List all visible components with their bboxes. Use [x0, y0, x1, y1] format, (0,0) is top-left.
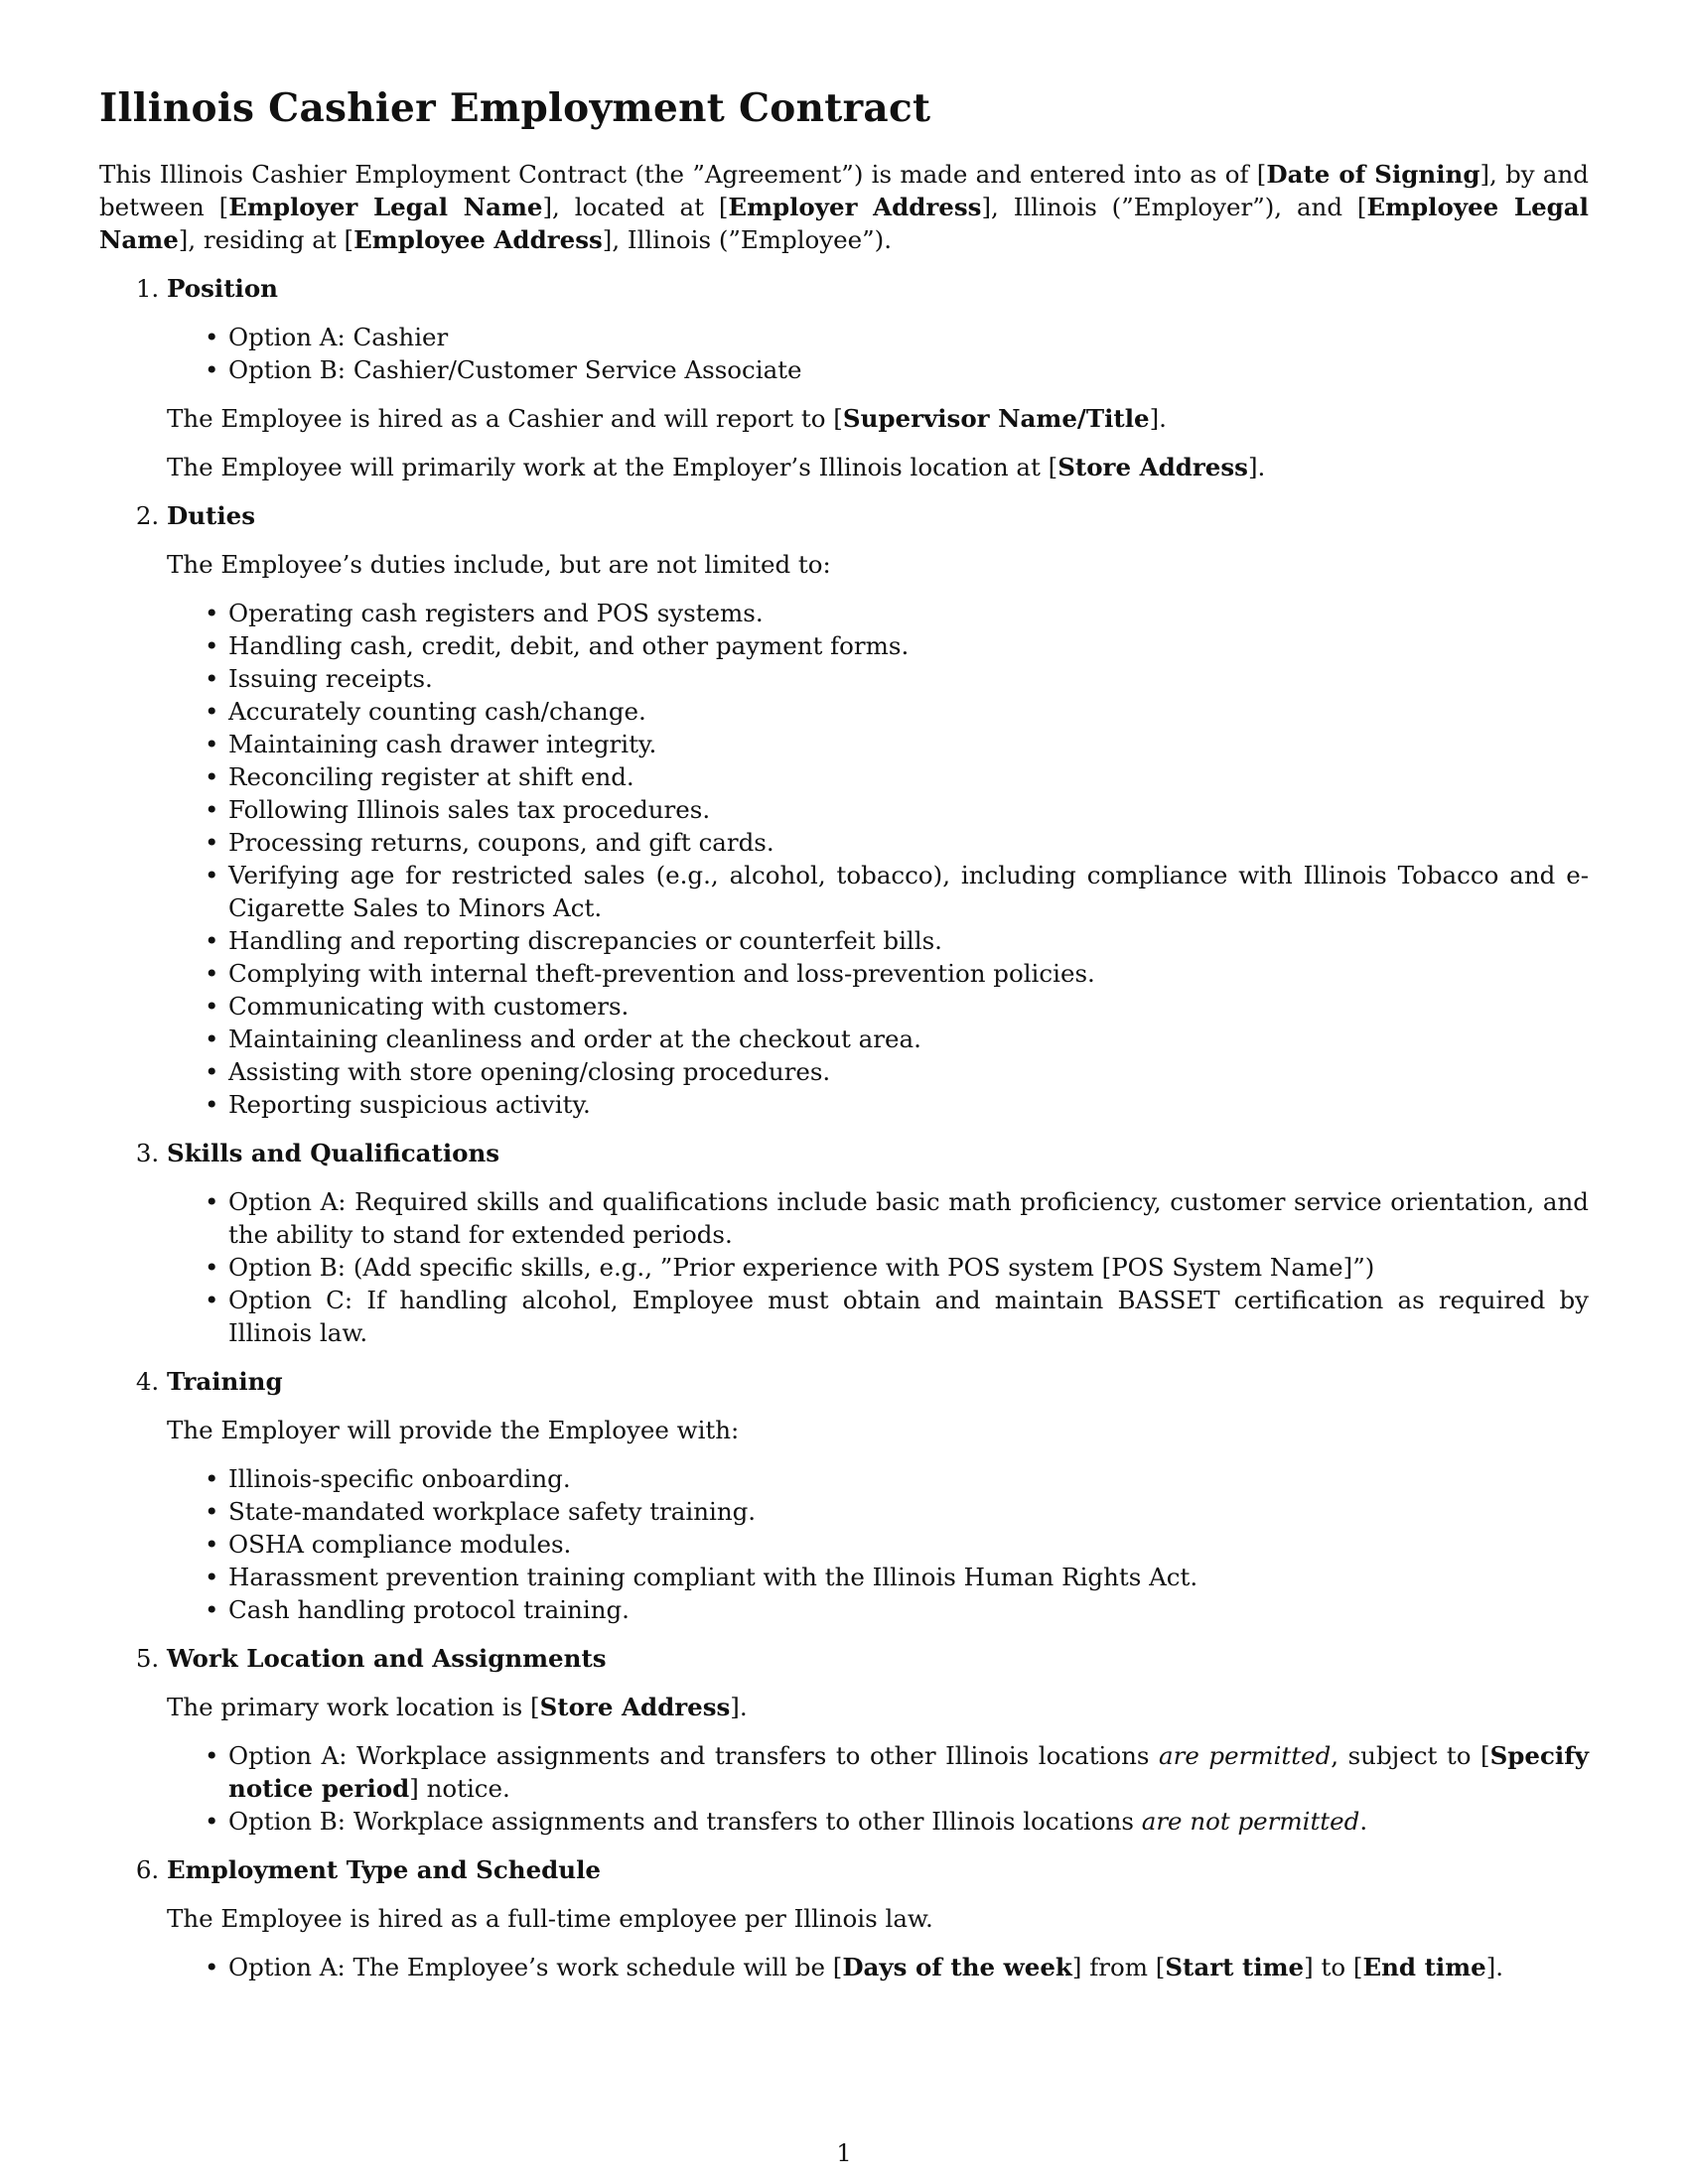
list-item: • Verifying age for restricted sales (e.g., alcohol, tobacco), including compliance with Illinois Tobacco and e-Cigarette Sales to Minors Act. [228, 859, 1589, 924]
list-item: • Issuing receipts. [228, 662, 1589, 695]
list-item: • Harassment prevention training compliant with the Illinois Human Rights Act. [228, 1561, 1589, 1593]
list-item [228, 1805, 1589, 1838]
document-title: Illinois Cashier Employment Contract [99, 85, 931, 131]
placeholder-employer-legal-name: Employer Legal Name [228, 192, 543, 221]
paragraph-text: ]. [730, 1692, 748, 1721]
option-text: . [1359, 1806, 1368, 1836]
schedule-options [167, 1951, 1589, 1983]
list-item: • Accurately counting cash/change. [228, 695, 1589, 728]
list-item: • Processing returns, coupons, and gift cards. [228, 826, 1589, 859]
section-title: 2. Duties [167, 500, 256, 530]
placeholder-store-address: Store Address [1057, 452, 1248, 481]
list-item: • Cash handling protocol training. [228, 1593, 1589, 1626]
section-title: 4. Training [167, 1366, 283, 1396]
paragraph-text: The Employee is hired as a Cashier and will report to [ [167, 403, 843, 433]
option-text: Option A: Workplace assignments and transfers to other Illinois locations [228, 1740, 1160, 1770]
section-title: 5. Work Location and Assignments [167, 1643, 607, 1673]
section-work-location [167, 1642, 1589, 1838]
list-item [228, 1739, 1589, 1805]
option-text: Option A: The Employee’s work schedule will be [ [228, 1952, 843, 1981]
list-item: • Communicating with customers. [228, 990, 1589, 1023]
list-item: • Maintaining cash drawer integrity. [228, 728, 1589, 760]
list-item: • Option B: (Add specific skills, e.g., ”Prior experience with POS system [POS System Name]”) [228, 1251, 1589, 1284]
option-emphasis: are permitted [1159, 1740, 1332, 1770]
list-item: • Assisting with store opening/closing procedures. [228, 1055, 1589, 1088]
option-text: ] from [ [1071, 1952, 1166, 1981]
list-item: • Illinois-specific onboarding. [228, 1462, 1589, 1495]
position-supervisor-paragraph [167, 402, 1589, 435]
placeholder-employee-address: Employee Address [353, 224, 603, 254]
duties-intro: The Employee’s duties include, but are not limited to: [167, 549, 831, 579]
position-options [167, 321, 1589, 386]
intro-paragraph [99, 158, 1589, 256]
list-item: • Handling cash, credit, debit, and other payment forms. [228, 629, 1589, 662]
page-number: 1 [836, 2139, 852, 2167]
intro-text: This Illinois Cashier Employment Contract (the ”Agreement”) is made and entered into as of [ [99, 159, 1267, 189]
paragraph-text: The primary work location is [ [167, 1692, 540, 1721]
section-training [167, 1365, 1589, 1626]
list-item: • Handling and reporting discrepancies or counterfeit bills. [228, 924, 1589, 957]
placeholder-employee-legal-name: Employee Legal Name [99, 192, 1589, 254]
placeholder-end-time: End time [1362, 1952, 1486, 1981]
skills-list [167, 1185, 1589, 1349]
option-text: , subject to [ [1331, 1740, 1490, 1770]
option-text: ]. [1485, 1952, 1504, 1981]
placeholder-start-time: Start time [1165, 1952, 1305, 1981]
section-title: 6. Employment Type and Schedule [167, 1854, 602, 1884]
intro-text: ], residing at [ [178, 224, 354, 254]
list-item: • Maintaining cleanliness and order at the checkout area. [228, 1023, 1589, 1055]
list-item: • Reporting suspicious activity. [228, 1088, 1589, 1121]
section-duties [167, 499, 1589, 1121]
paragraph-text: ]. [1247, 452, 1266, 481]
list-item: • Option A: Cashier [228, 321, 1589, 353]
list-item [228, 1951, 1589, 1983]
placeholder-employer-address: Employer Address [728, 192, 982, 221]
location-options [167, 1739, 1589, 1838]
option-text: Option B: Workplace assignments and transfers to other Illinois locations [228, 1806, 1142, 1836]
option-text: ] to [ [1304, 1952, 1363, 1981]
list-item: • State-mandated workplace safety training. [228, 1495, 1589, 1528]
section-position [167, 272, 1589, 483]
schedule-paragraph: The Employee is hired as a full-time employee per Illinois law. [167, 1903, 933, 1933]
sections-list [99, 272, 1589, 1983]
location-paragraph [167, 1691, 1589, 1723]
option-text: ] notice. [409, 1773, 510, 1803]
list-item: • Complying with internal theft-prevention and loss-prevention policies. [228, 957, 1589, 990]
duties-list [167, 597, 1589, 1121]
section-skills [167, 1137, 1589, 1349]
placeholder-days: Days of the week [842, 1952, 1072, 1981]
intro-text: ], by and between [ [99, 159, 1589, 221]
section-title: 3. Skills and Qualifications [167, 1138, 500, 1167]
intro-text: ], located at [ [542, 192, 729, 221]
section-employment-type [167, 1853, 1589, 1983]
list-item: • Operating cash registers and POS systems. [228, 597, 1589, 629]
training-intro: The Employer will provide the Employee with: [167, 1415, 740, 1444]
placeholder-supervisor: Supervisor Name/Title [842, 403, 1150, 433]
document-page [99, 85, 1589, 1999]
position-location-paragraph [167, 451, 1589, 483]
list-item: • Following Illinois sales tax procedures. [228, 793, 1589, 826]
placeholder-date-of-signing: Date of Signing [1266, 159, 1480, 189]
list-item: • OSHA compliance modules. [228, 1528, 1589, 1561]
list-item: • Option B: Cashier/Customer Service Associate [228, 353, 1589, 386]
list-item: • Option C: If handling alcohol, Employee must obtain and maintain BASSET certification as required by Illinois law. [228, 1284, 1589, 1349]
paragraph-text: ]. [1149, 403, 1167, 433]
placeholder-notice-period: Specify notice period [228, 1740, 1589, 1803]
paragraph-text: The Employee will primarily work at the Employer’s Illinois location at [ [167, 452, 1058, 481]
training-list [167, 1462, 1589, 1626]
list-item: • Reconciling register at shift end. [228, 760, 1589, 793]
intro-text: ], Illinois (”Employee”). [602, 224, 893, 254]
placeholder-store-address: Store Address [539, 1692, 731, 1721]
intro-text: ], Illinois (”Employer”), and [ [981, 192, 1367, 221]
option-emphasis: are not permitted [1141, 1806, 1360, 1836]
section-title: 1. Position [167, 273, 278, 303]
list-item: • Option A: Required skills and qualifications include basic math proficiency, customer service orientation, and the ability to stand for extended periods. [228, 1185, 1589, 1251]
